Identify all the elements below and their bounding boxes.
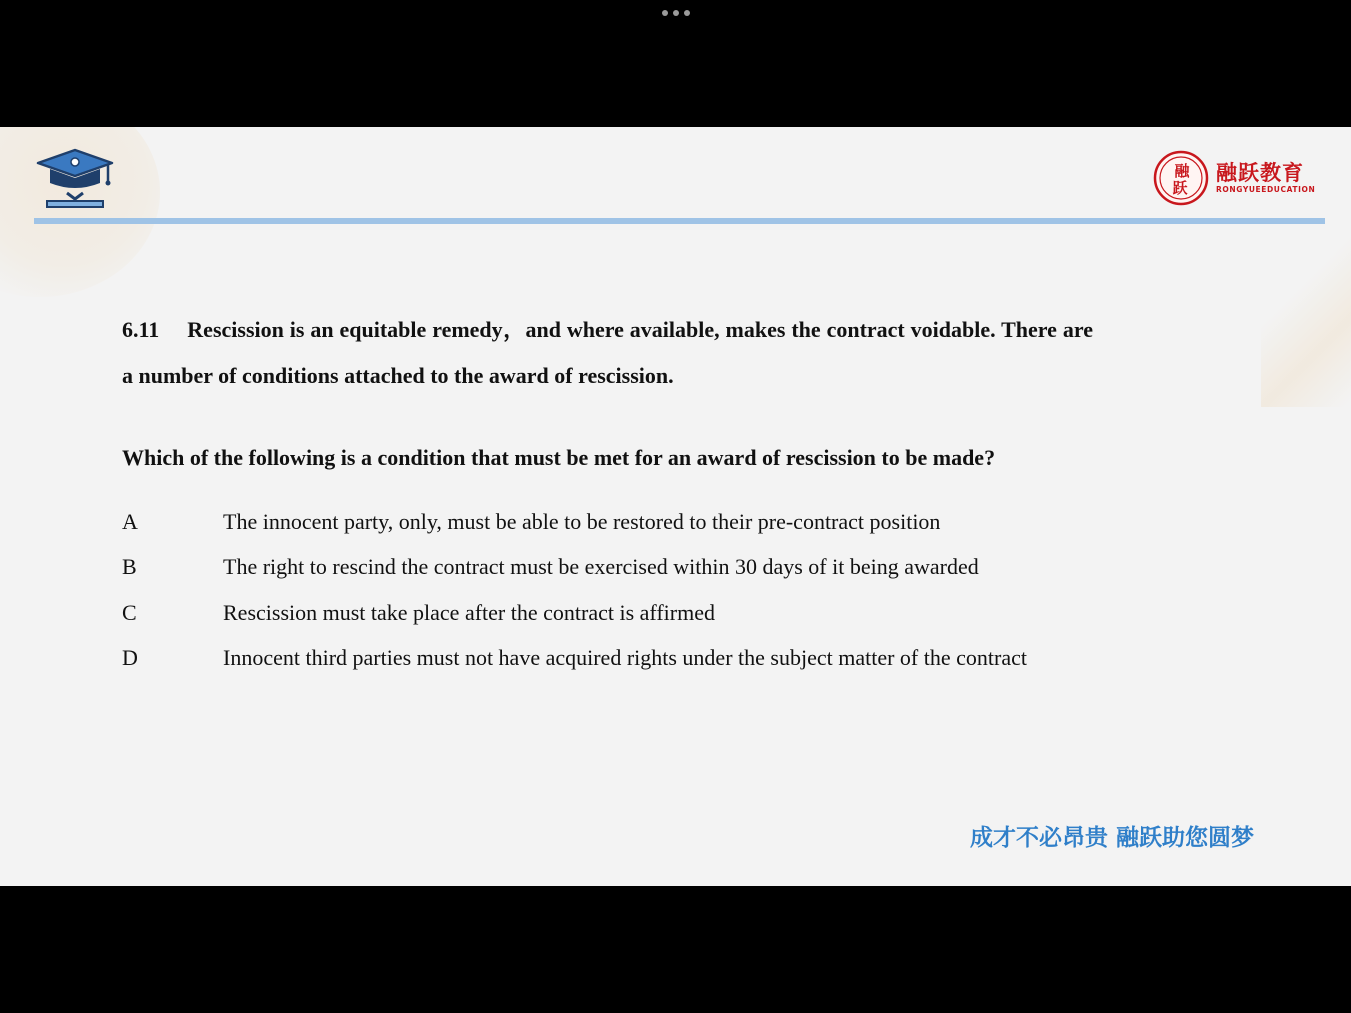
decorative-swoosh-right: [1261, 227, 1351, 407]
option-text: Rescission must take place after the contract is affirmed: [223, 599, 715, 625]
more-dots-icon[interactable]: [662, 9, 690, 17]
brand-seal-icon: [1153, 150, 1209, 206]
option-b: [122, 544, 1093, 590]
question-content: [122, 307, 1093, 681]
header-rule: [34, 218, 1325, 224]
brand-logo: [1153, 150, 1315, 206]
option-d: [122, 635, 1093, 681]
slide: [0, 127, 1351, 886]
question-stem: [122, 307, 1093, 398]
slogan: 成才不必昂贵 融跃助您圆梦: [970, 825, 1255, 851]
question-number: 6.11: [122, 317, 160, 342]
option-letter: A: [122, 508, 138, 534]
question-prompt: Which of the following is a condition that must be met for an award of rescission to be made?: [122, 445, 996, 470]
seal-char-1: 融: [1174, 162, 1190, 180]
options-list: [122, 499, 1093, 681]
question-stem-text: Rescission is an equitable remedy，and where available, makes the contract voidable. There are a number of conditions attached to the award of rescission.: [122, 317, 1093, 388]
option-letter: B: [122, 554, 137, 579]
option-text: Innocent third parties must not have acquired rights under the subject matter of the contract: [223, 645, 1027, 670]
option-a: [122, 499, 1093, 545]
option-text: The right to rescind the contract must be exercised within 30 days of it being awarded: [223, 554, 979, 579]
seal-char-2: 跃: [1172, 179, 1188, 197]
option-text: The innocent party, only, must be able to be restored to their pre-contract position: [223, 508, 941, 534]
option-letter: C: [122, 599, 137, 625]
graduation-cap-icon: [34, 147, 116, 209]
option-c: [122, 590, 1093, 636]
option-letter: D: [122, 645, 138, 670]
logo-english-name: RONGYUEEDUCATION: [1216, 185, 1316, 194]
logo-chinese-name: 融跃教育: [1216, 161, 1304, 185]
